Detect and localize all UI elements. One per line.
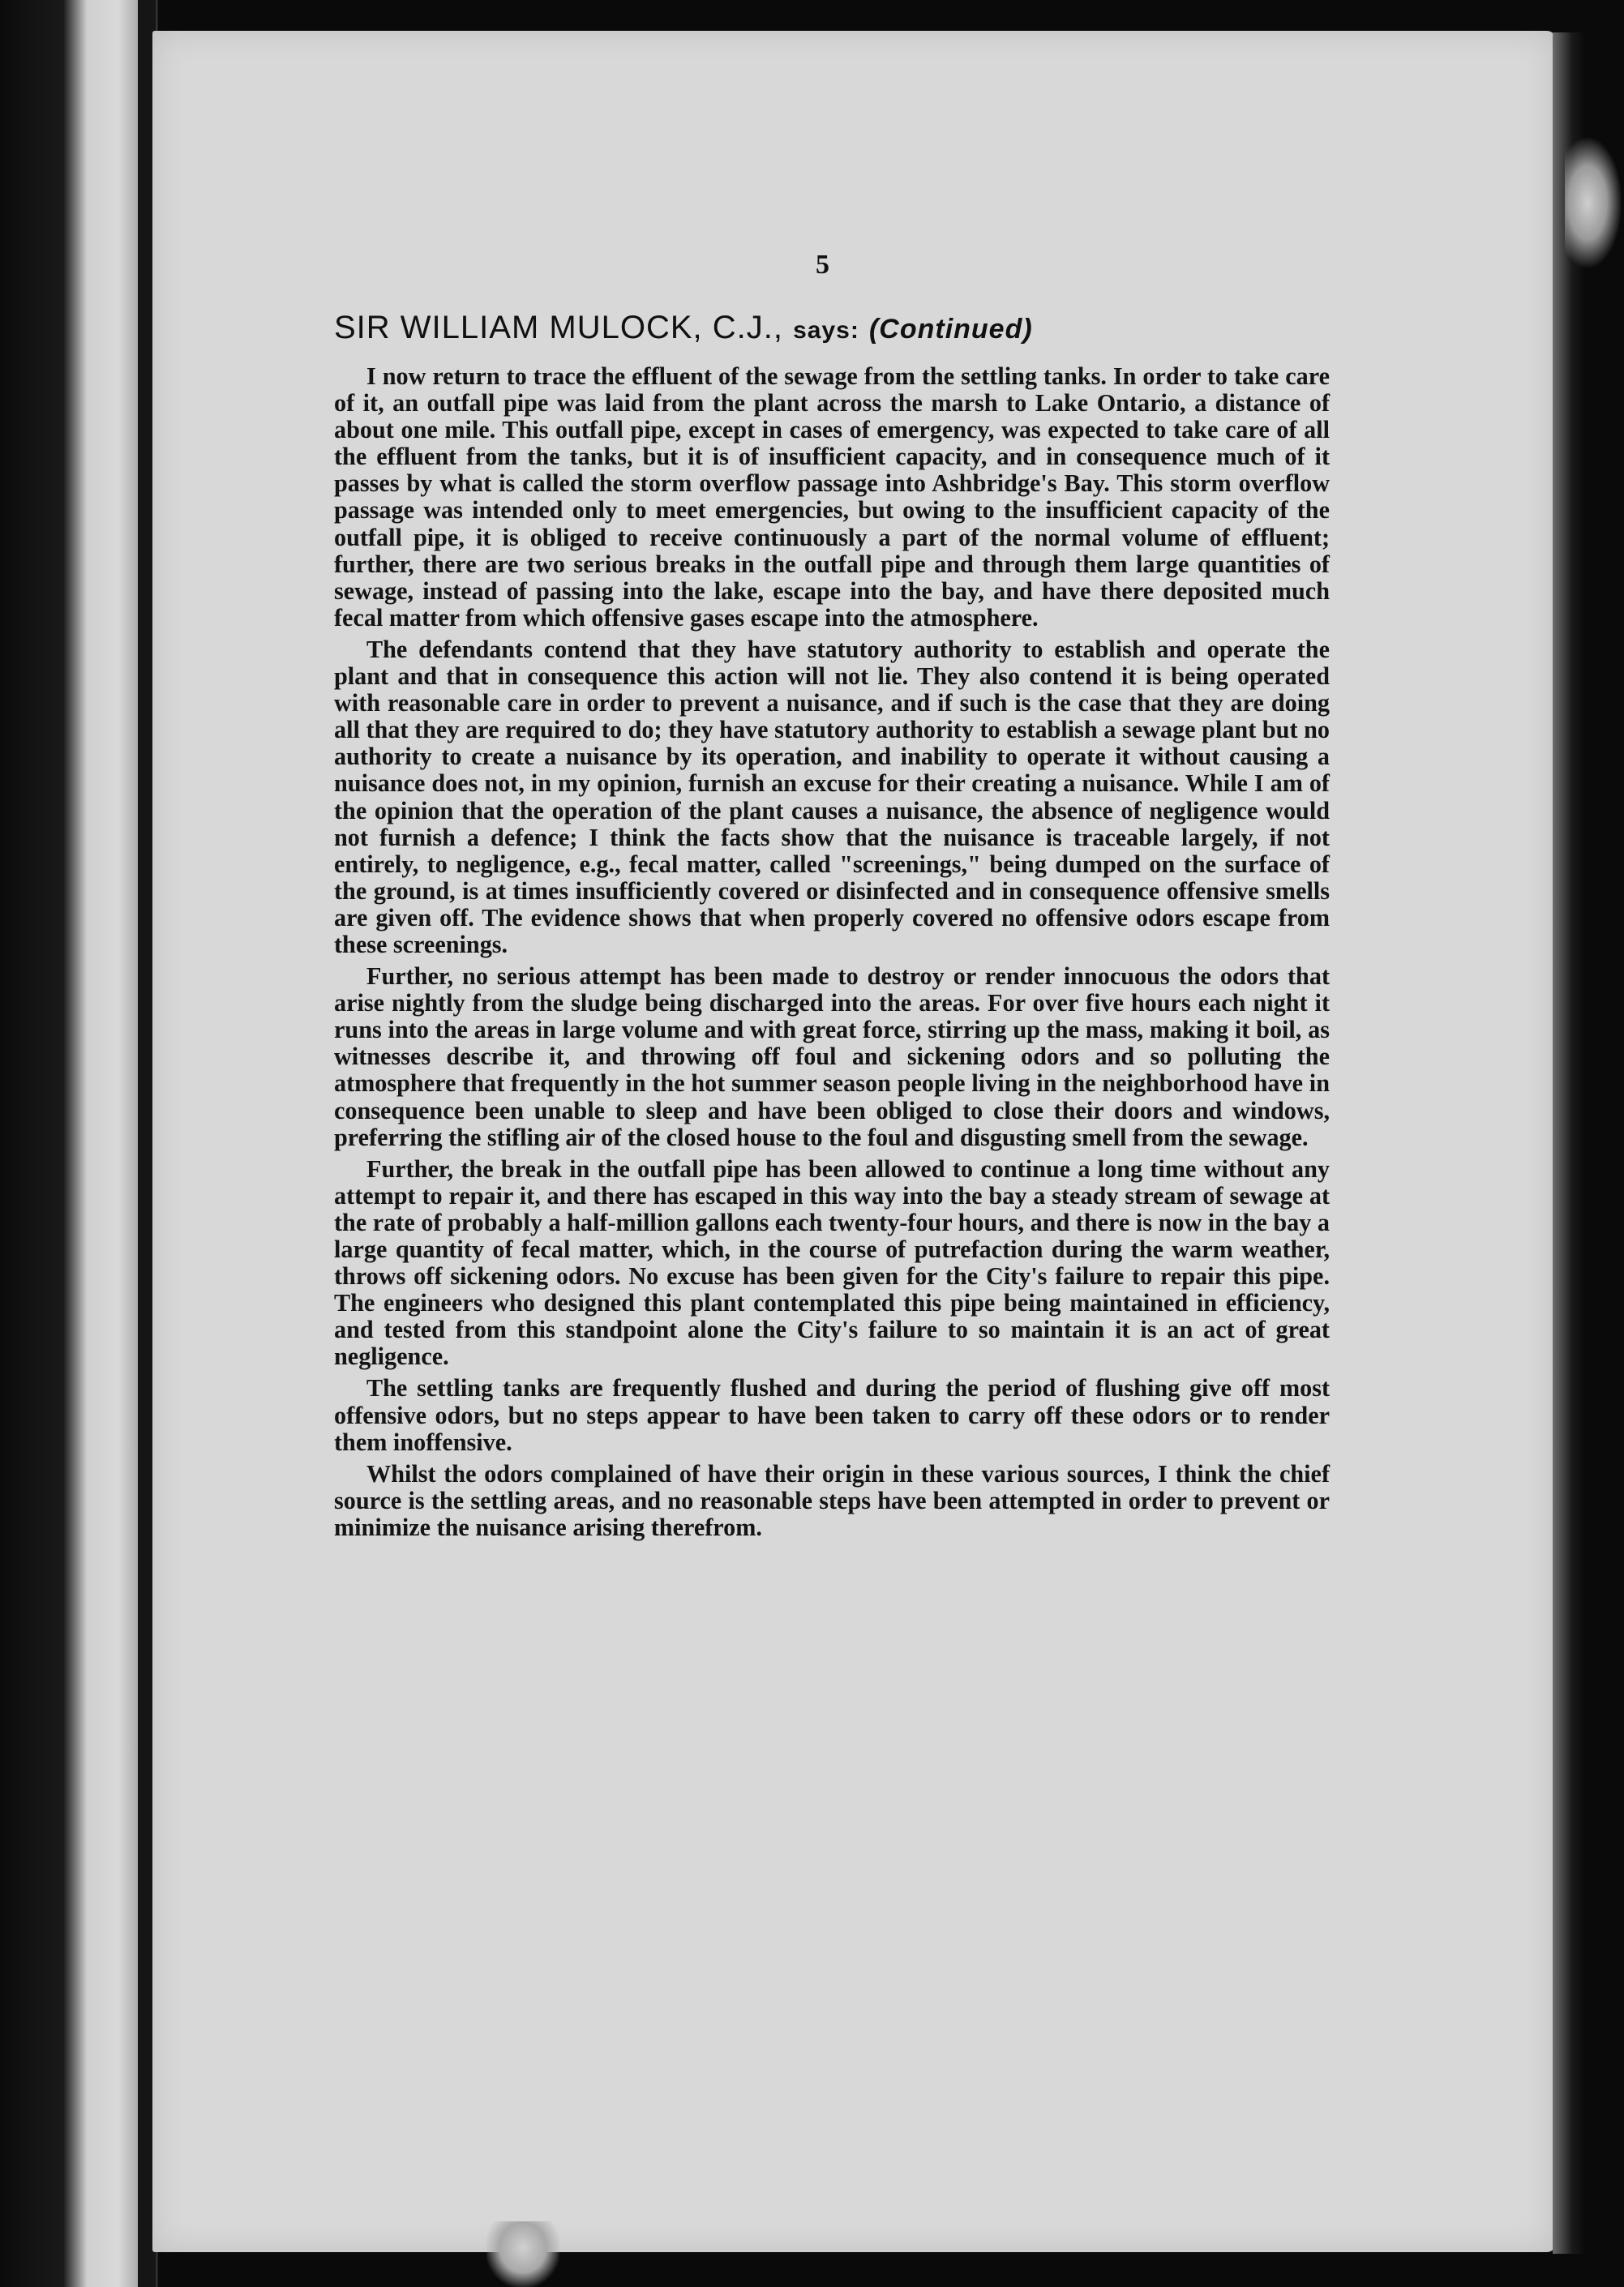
heading-name: SIR WILLIAM MULOCK, C.J.,: [334, 310, 783, 345]
torn-paper-fragment: [1565, 138, 1622, 268]
paragraph-5: The settling tanks are frequently flushed and during the period of flushing give off most offensive odors, but no steps appear to have been taken to carry off these odors or to render them inoffensive.: [334, 1374, 1330, 1456]
paragraph-4: Further, the break in the outfall pipe has been allowed to continue a long time without any attempt to repair it, and there has escaped in this way into the bay a steady stream of sewage at the rate of probably a half-million gallons each twenty-four hours, and there is now in the bay a large quantity of fecal matter, which, in the course of putrefaction during the warm weather, throws off sickening odors. No excuse has been given for the City's failure to repair this pipe. The engineers who designed this plant contemplated this pipe being maintained in efficiency, and tested from this standpoint alone the City's failure to so maintain it is an act of great negligence.: [334, 1154, 1330, 1371]
body-text: [334, 363, 1330, 1546]
heading-continued: (Continued): [868, 314, 1033, 345]
paragraph-2: The defendants contend that they have statutory authority to establish and operate the plant and that in consequence this action will not lie. They also contend it is being operated with reasonable care in order to prevent a nuisance, and if such is the case that they are doing all that they are required to do; they have statutory authority to establish a sewage plant but no authority to create a nuisance by its operation, and inability to operate it without causing a nuisance does not, in my opinion, furnish an excuse for their creating a nuisance. While I am of the opinion that the operation of the plant causes a nuisance, the absence of negligence would not furnish a defence; I think the facts show that the nuisance is traceable largely, if not entirely, to negligence, e.g., fecal matter, called "screenings," being dumped on the surface of the ground, is at times insufficiently covered or disinfected and in consequence offensive smells are given off. The evidence shows that when properly covered no offensive odors escape from these screenings.: [334, 635, 1330, 958]
paragraph-3: Further, no serious attempt has been made to destroy or render innocuous the odors that arise nightly from the sludge being discharged into the areas. For over five hours each night it runs into the areas in large volume and with great force, stirring up the mass, making it boil, as witnesses describe it, and throwing off foul and sickening odors and so polluting the atmosphere that frequently in the hot summer season people living in the neighborhood have in consequence been unable to sleep and have been obliged to close their doors and windows, preferring the stifling air of the closed house to the foul and disgusting smell from the sewage.: [334, 962, 1330, 1151]
page-right-edge: [1553, 32, 1585, 2254]
paper-blot: [486, 2221, 559, 2287]
paragraph-6: Whilst the odors complained of have their origin in these various sources, I think the chief source is the settling areas, and no reasonable steps have been attempted in order to prevent or minimize the nuisance arising therefrom.: [334, 1459, 1330, 1541]
facing-page-edge: [0, 0, 158, 2287]
section-heading: [334, 310, 1388, 346]
page-number: 5: [816, 250, 829, 280]
paragraph-1: I now return to trace the effluent of the sewage from the settling tanks. In order to take care of it, an outfall pipe was laid from the plant across the marsh to Lake Ontario, a distance of about one mile. This outfall pipe, except in cases of emergency, was expected to take care of all the effluent from the tanks, but it is of insufficient capacity, and in consequence much of it passes by what is called the storm overflow passage into Ashbridge's Bay. This storm overflow passage was intended only to meet emergencies, but owing to the insufficient capacity of the outfall pipe, it is obliged to receive continuously a part of the normal volume of effluent; further, there are two serious breaks in the outfall pipe and through them large quantities of sewage, instead of passing into the lake, escape into the bay, and have there deposited much fecal matter from which offensive gases escape into the atmosphere.: [334, 362, 1330, 632]
heading-says: says:: [793, 317, 859, 344]
